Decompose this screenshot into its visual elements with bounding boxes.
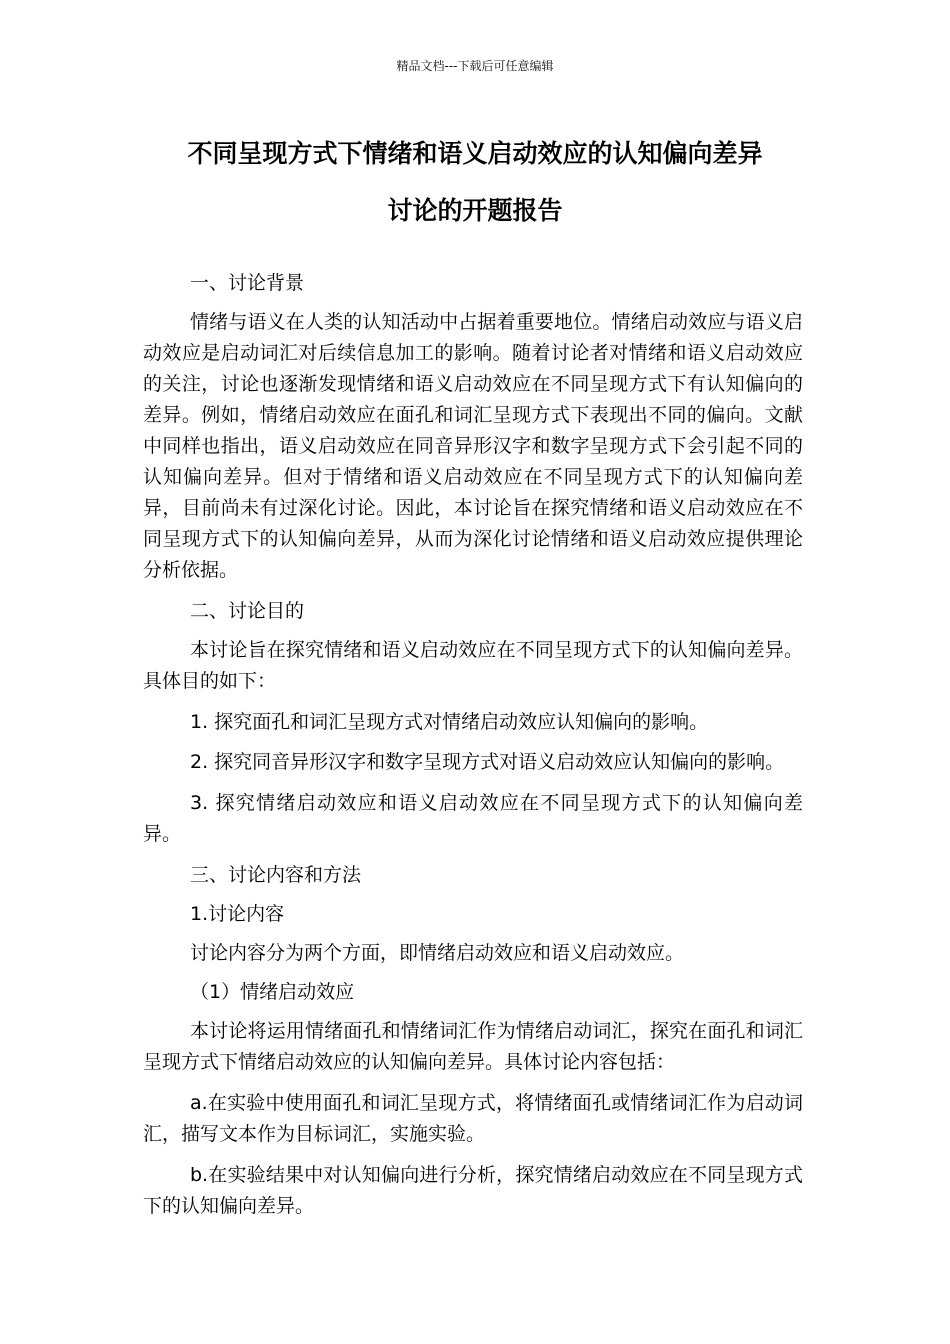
document-title-line-2: 讨论的开题报告 (387, 196, 563, 225)
list-item-a: a.在实验中使用面孔和词汇呈现方式，将情绪面孔或情绪词汇作为启动词汇，描写文本作为目标词汇，实施实验。 (143, 1092, 803, 1145)
section-heading-background: 一、讨论背景 (190, 272, 305, 294)
subheading-emotion-priming: （1）情绪启动效应 (190, 981, 355, 1003)
document-body (143, 268, 803, 1232)
paragraph-emotion-priming: 本讨论将运用情绪面孔和情绪词汇作为情绪启动词汇，探究在面孔和词汇呈现方式下情绪启动效应的认知偏向差异。具体讨论内容包括： (143, 1020, 803, 1073)
list-item-b: b.在实验结果中对认知偏向进行分析，探究情绪启动效应在不同呈现方式下的认知偏向差异。 (143, 1164, 803, 1217)
header-note: 精品文档---下载后可任意编辑 (396, 59, 554, 73)
purpose-item-1: 1. 探究面孔和词汇呈现方式对情绪启动效应认知偏向的影响。 (190, 711, 709, 733)
section-heading-content-method: 三、讨论内容和方法 (190, 864, 362, 886)
purpose-item-2: 2. 探究同音异形汉字和数字呈现方式对语义启动效应认知偏向的影响。 (190, 751, 785, 773)
subheading-content: 1.讨论内容 (190, 903, 285, 925)
paragraph-purpose-intro: 本讨论旨在探究情绪和语义启动效应在不同呈现方式下的认知偏向差异。具体目的如下： (143, 639, 803, 692)
paragraph-background: 情绪与语义在人类的认知活动中占据着重要地位。情绪启动效应与语义启动效应是启动词汇对后续信息加工的影响。随着讨论者对情绪和语义启动效应的关注，讨论也逐渐发现情绪和语义启动效应在不同呈现方式下有认知偏向的差异。例如，情绪启动效应在面孔和词汇呈现方式下表现出不同的偏向。文献中同样也指出，语义启动效应在同音异形汉字和数字呈现方式下会引起不同的认知偏向差异。但对于情绪和语义启动效应在不同呈现方式下的认知偏向差异，目前尚未有过深化讨论。因此，本讨论旨在探究情绪和语义启动效应在不同呈现方式下的认知偏向差异，从而为深化讨论情绪和语义启动效应提供理论分析依据。 (143, 311, 803, 581)
paragraph-content-overview: 讨论内容分为两个方面，即情绪启动效应和语义启动效应。 (190, 942, 685, 964)
document-title-line-1: 不同呈现方式下情绪和语义启动效应的认知偏向差异 (187, 139, 763, 168)
section-heading-purpose: 二、讨论目的 (190, 600, 305, 622)
purpose-item-3: 3. 探究情绪启动效应和语义启动效应在不同呈现方式下的认知偏向差异。 (143, 792, 803, 845)
